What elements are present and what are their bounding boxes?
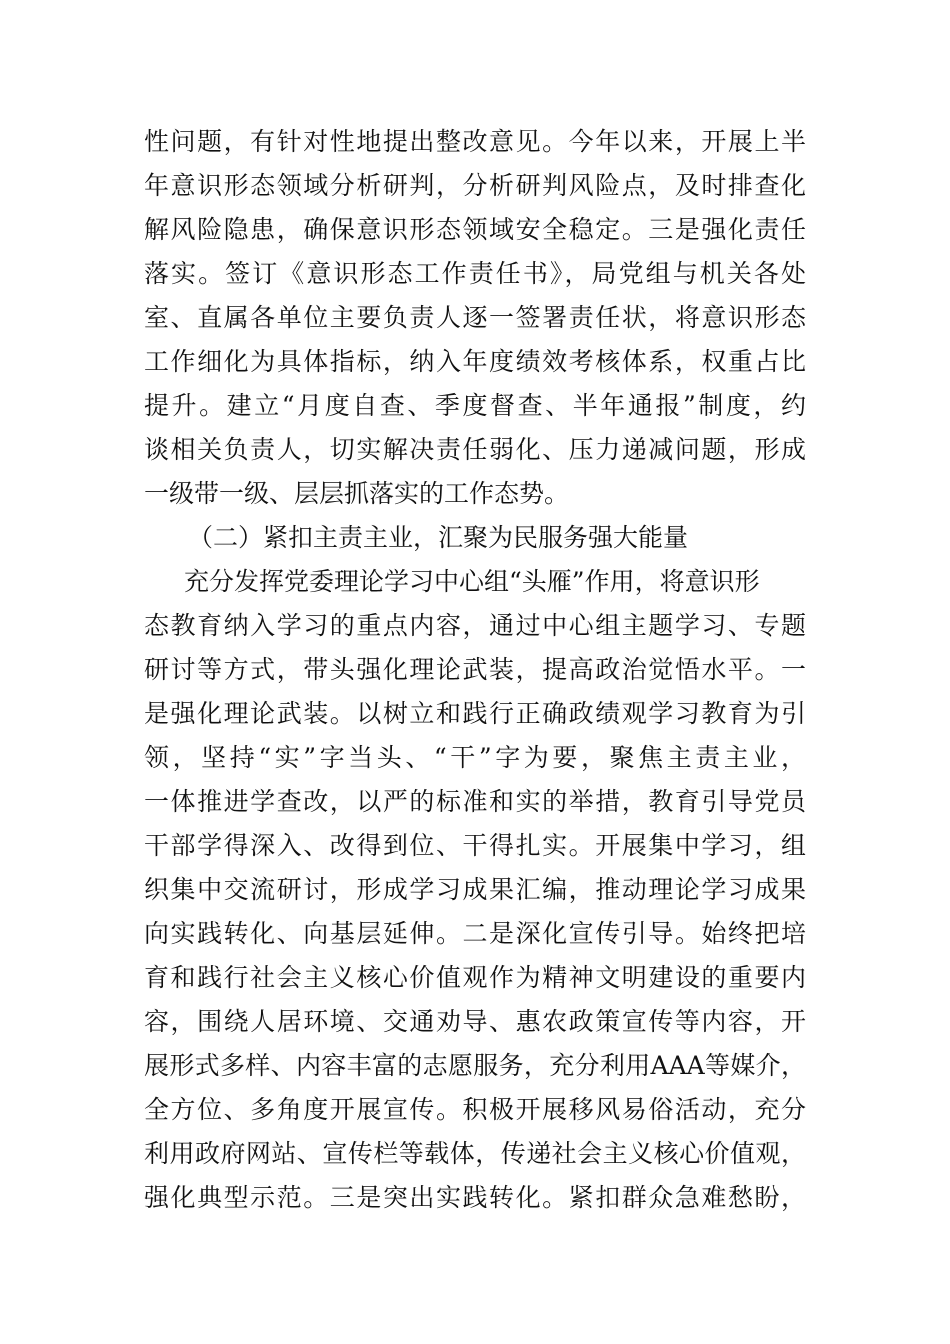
text-line-14: 是强化理论武装。以树立和践行正确政绩观学习教育为引	[144, 699, 806, 728]
text-line-20: 育和践行社会主义核心价值观作为精神文明建设的重要内	[144, 963, 806, 992]
text-line-24: 利用政府网站、宣传栏等载体，传递社会主义核心价值观，	[144, 1139, 806, 1168]
text-line-18: 织集中交流研讨，形成学习成果汇编，推动理论学习成果	[144, 875, 806, 904]
text-line-5: 室、直属各单位主要负责人逐一签署责任状，将意识形态	[144, 303, 806, 332]
text-line-13: 研讨等方式，带头强化理论武装，提高政治觉悟水平。一	[144, 655, 806, 684]
paragraph-first-line: 充分发挥党委理论学习中心组“头雁”作用，将意识形	[184, 567, 760, 596]
section-heading: （二）紧扣主责主业，汇聚为民服务强大能量	[188, 523, 689, 552]
text-line-15: 领，坚持“实”字当头、“干”字为要，聚焦主责主业，	[144, 743, 806, 772]
text-line-17: 干部学得深入、改得到位、干得扎实。开展集中学习，组	[144, 831, 806, 860]
body-text	[144, 120, 806, 1220]
text-line-1: 性问题，有针对性地提出整改意见。今年以来，开展上半	[144, 127, 806, 156]
text-line-8: 谈相关负责人，切实解决责任弱化、压力递减问题，形成	[144, 435, 806, 464]
text-line-3: 解风险隐患，确保意识形态领域安全稳定。三是强化责任	[144, 215, 806, 244]
text-line-21: 容，围绕人居环境、交通劝导、惠农政策宣传等内容，开	[144, 1007, 806, 1036]
text-line-16: 一体推进学查改，以严的标准和实的举措，教育引导党员	[144, 787, 806, 816]
text-line-25: 强化典型示范。三是突出实践转化。紧扣群众急难愁盼，	[144, 1183, 806, 1212]
text-line-23: 全方位、多角度开展宣传。积极开展移风易俗活动，充分	[144, 1095, 806, 1124]
text-line-2: 年意识形态领域分析研判，分析研判风险点，及时排查化	[144, 171, 806, 200]
text-line-12: 态教育纳入学习的重点内容，通过中心组主题学习、专题	[144, 611, 806, 640]
text-line-9: 一级带一级、层层抓落实的工作态势。	[144, 479, 570, 508]
text-line-6: 工作细化为具体指标，纳入年度绩效考核体系，权重占比	[144, 347, 806, 376]
text-line-4: 落实。签订《意识形态工作责任书》，局党组与机关各处	[144, 259, 806, 288]
text-line-22: 展形式多样、内容丰富的志愿服务，充分利用AAA等媒介，	[144, 1051, 806, 1080]
text-line-19: 向实践转化、向基层延伸。二是深化宣传引导。始终把培	[144, 919, 806, 948]
text-line-7: 提升。建立“月度自查、季度督查、半年通报”制度，约	[144, 391, 806, 420]
